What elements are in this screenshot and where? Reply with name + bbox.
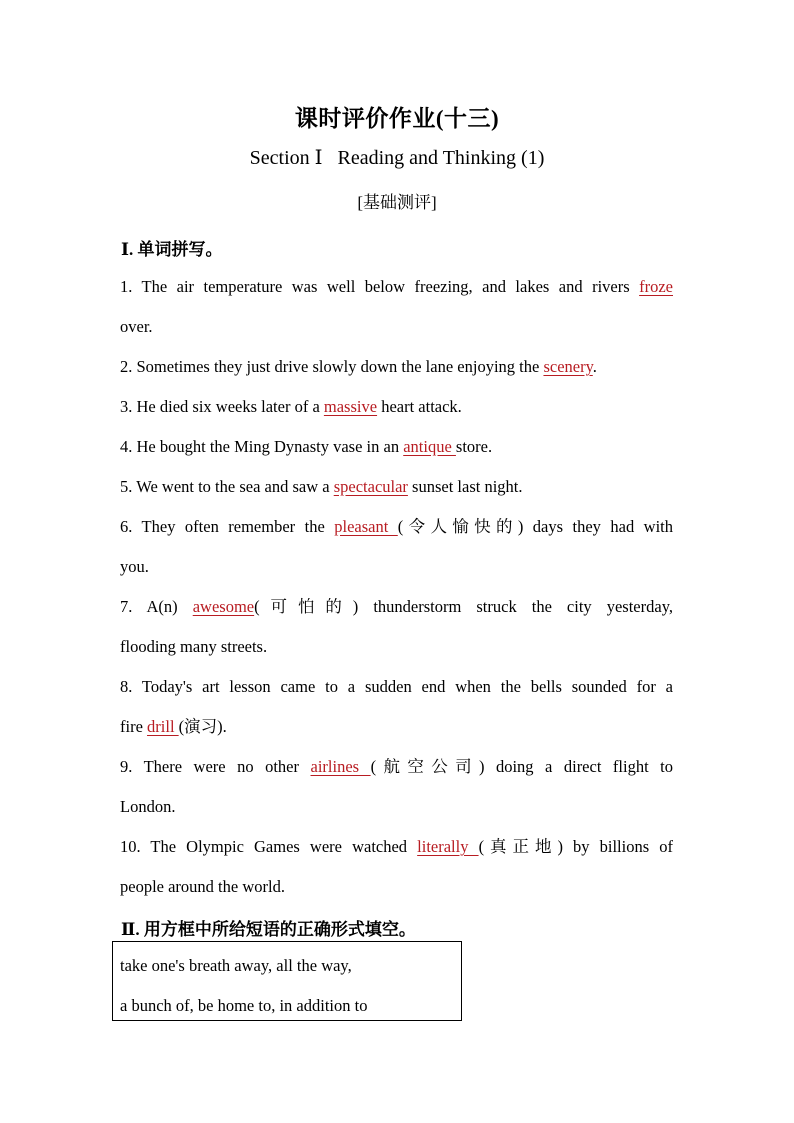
question-text: 10. The Olympic Games were watched [120,837,418,856]
question-item-continuation [120,716,673,738]
question-text: (航空公司) doing a direct flight to [370,757,673,776]
question-item-continuation [120,796,673,818]
answer-word: spectacular [333,477,408,496]
answer-word: awesome [192,597,255,616]
question-text: 8. Today's art lesson came to a sudden end when the bells sounded for a [120,677,673,696]
answer-word: froze [639,277,673,296]
question-text: 6. They often remember the [120,517,335,536]
answer-word: literally [417,837,479,856]
question-item [120,516,673,538]
question-text: over. [120,317,153,336]
question-text: (真正地) by billions of [478,837,673,856]
question-item [120,396,673,418]
question-item [120,436,673,458]
question-item [120,356,673,378]
question-text: . [592,357,597,376]
page-title: 课时评价作业(十三) [294,106,500,131]
question-text: flooding many streets. [120,637,268,656]
question-item [120,476,673,498]
section2-heading: Ⅱ. 用方框中所给短语的正确形式填空。 [121,920,416,939]
section-tag: [基础测评] [357,193,437,212]
question-item-continuation [120,636,673,658]
question-text: sunset last night. [407,477,523,496]
question-text: 4. He bought the Ming Dynasty vase in an [120,437,404,456]
answer-word: pleasant [334,517,398,536]
phrase-box [112,941,462,1021]
question-text: 1. The air temperature was well below freezing, and lakes and rivers [120,277,640,296]
question-text: 9. There were no other [120,757,311,776]
phrase-box-line: a bunch of, be home to, in addition to [120,996,368,1015]
question-text: 2. Sometimes they just drive slowly down the lane enjoying the [120,357,544,376]
question-item [120,276,673,298]
answer-word: massive [323,397,378,416]
question-text: store. [455,437,493,456]
question-text: (令人愉快的) days they had with [397,517,673,536]
question-item-continuation [120,316,673,338]
answer-word: drill [147,717,179,736]
question-text: (演习). [178,717,227,736]
question-text: heart attack. [377,397,462,416]
answer-word: scenery [543,357,593,376]
question-item [120,836,673,858]
question-text: you. [120,557,149,576]
answer-word: airlines [310,757,371,776]
question-text: people around the world. [120,877,285,896]
page-subtitle: Section Ⅰ Reading and Thinking (1) [249,147,545,169]
question-item-continuation [120,556,673,578]
question-item-continuation [120,876,673,898]
question-text: 3. He died six weeks later of a [120,397,324,416]
question-text: (可怕的) thunderstorm struck the city yesterday, [254,597,673,616]
question-item [120,676,673,698]
question-text: 7. A(n) [120,597,193,616]
phrase-box-line: take one's breath away, all the way, [120,956,352,975]
answer-word: antique [403,437,456,456]
question-item [120,596,673,618]
question-item [120,756,673,778]
section1-heading: Ⅰ. 单词拼写。 [121,240,223,259]
question-text: 5. We went to the sea and saw a [120,477,334,496]
question-text: London. [120,797,176,816]
question-text: fire [120,717,148,736]
